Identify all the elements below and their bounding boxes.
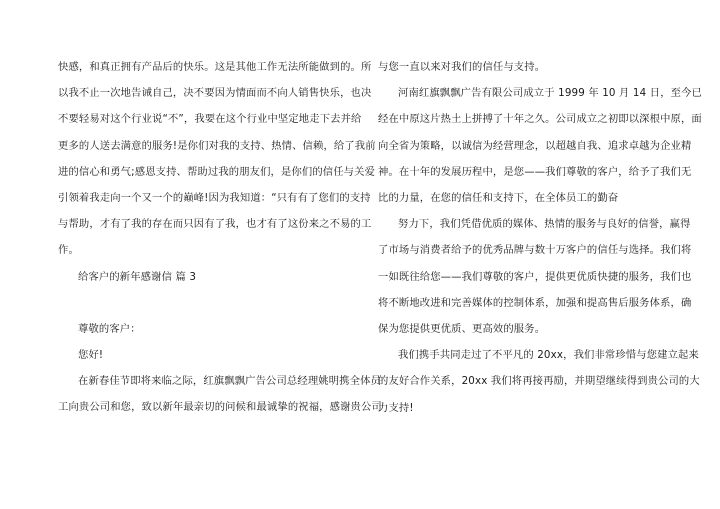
left-column — [58, 54, 382, 421]
text-line: 保为您提供更优质、更高效的服务。 — [378, 323, 546, 336]
greeting: 您好! — [78, 349, 104, 362]
blank-line — [58, 290, 358, 316]
text-line: 工向贵公司和您，致以新年最亲切的问候和最诚挚的祝福，感谢贵公司 — [58, 401, 382, 414]
section-title: 给客户的新年感谢信 篇 3 — [78, 270, 197, 283]
salutation: 尊敬的客户： — [78, 322, 141, 335]
text-line: 在新春佳节即将来临之际，红旗飘飘广告公司总经理姚明携全体员 — [78, 375, 381, 388]
text-line: 更多的人送去满意的服务!是你们对我的支持、热情、信赖，给了我前 — [58, 139, 376, 152]
text-line: 经在中原这片热土上拼搏了十年之久。公司成立之初即以深根中原，面 — [378, 113, 702, 126]
text-line: 快感，和真正拥有产品后的快乐。这是其他工作无法所能做到的。所 — [58, 61, 372, 73]
text-line: 向全省为策略，以诚信为经营理念，以超越自我、追求卓越为企业精 — [378, 139, 692, 152]
text-line: 了市场与消费者给予的优秀品牌与数十万客户的信任与选择。我们将 — [378, 244, 692, 257]
text-line: 我们携手共同走过了不平凡的 20xx，我们非常珍惜与您建立起来 — [398, 349, 699, 362]
right-column — [378, 54, 702, 421]
text-line: 努力下，我们凭借优质的媒体、热情的服务与良好的信誉，赢得 — [398, 218, 691, 231]
text-line: 神。在十年的发展历程中，是您——我们尊敬的客户，给予了我们无 — [378, 165, 692, 178]
text-line: 力支持! — [378, 401, 414, 414]
text-line: 将不断地改进和完善媒体的控制体系，加强和提高售后服务体系，确 — [378, 296, 692, 309]
text-line: 比的力量，在您的信任和支持下，在全体员工的勤奋 — [378, 192, 619, 205]
text-line: 进的信心和勇气;感恩支持、帮助过我的朋友们，是你们的信任与关爱 — [58, 165, 376, 178]
text-line: 的友好合作关系，20xx 我们将再接再励，并期望继续得到贵公司的大 — [378, 375, 700, 388]
text-line: 以我不止一次地告诫自己，决不要因为情面而不向人销售快乐，也决 — [58, 87, 372, 100]
text-line: 与您一直以来对我们的信任与支持。 — [378, 61, 546, 73]
text-line: 与帮助，才有了我的存在而只因有了我，也才有了这份来之不易的工 — [58, 218, 372, 231]
text-line: 作。 — [58, 244, 79, 257]
text-line: 引领着我走向一个又一个的巅峰!因为我知道：“只有有了您们的支持 — [58, 192, 371, 205]
text-line: 不要轻易对这个行业说“不”，我要在这个行业中坚定地走下去并给 — [58, 113, 362, 126]
text-line: 河南红旗飘飘广告有限公司成立于 1999 年 10 月 14 日，至今已 — [398, 87, 702, 100]
text-line: 一如既往给您——我们尊敬的客户，提供更优质快捷的服务，我们也 — [378, 270, 692, 283]
